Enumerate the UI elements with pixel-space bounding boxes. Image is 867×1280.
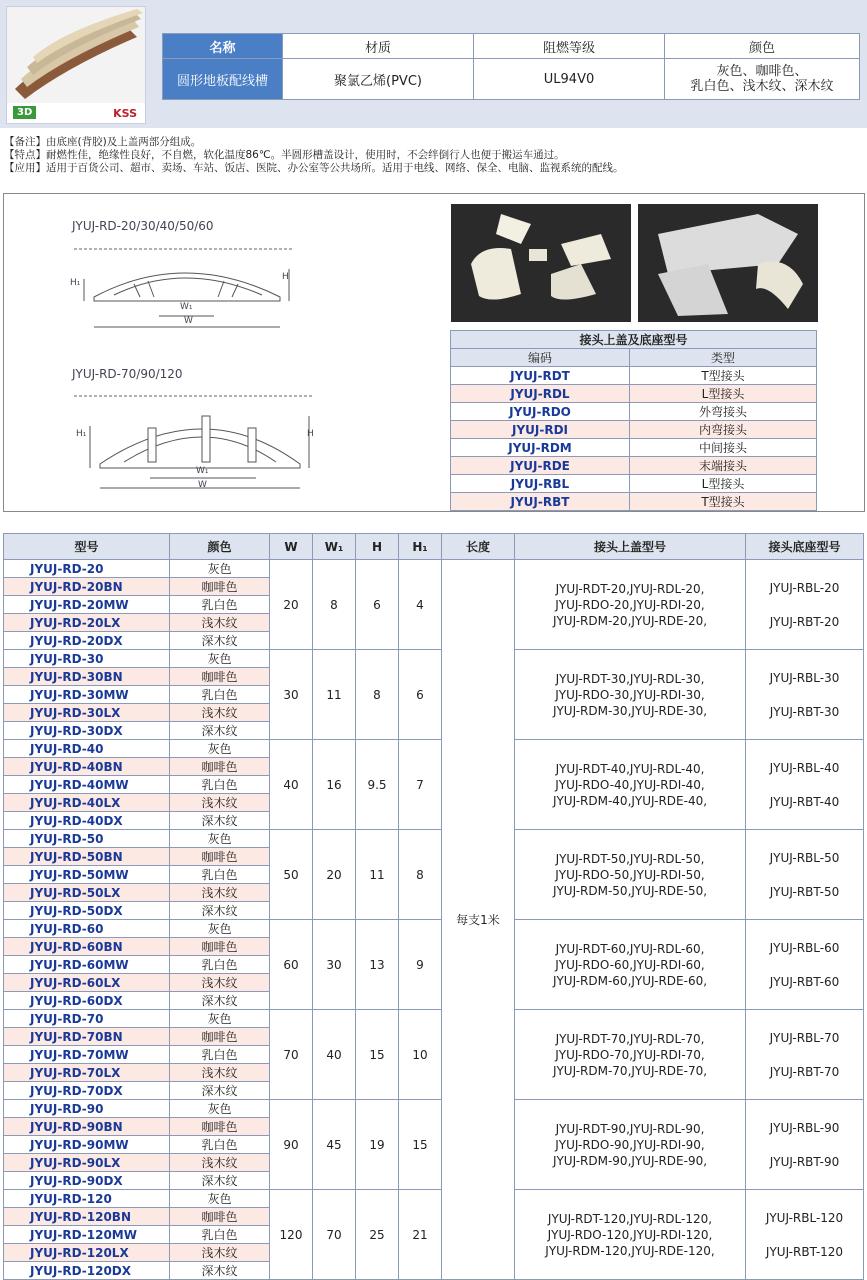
base-model-line: JYUJ-RBT-120 [765, 1244, 844, 1259]
cable-duct-photo-icon [7, 7, 145, 103]
cover-model-line: JYUJ-RDT-70,JYUJ-RDL-70, [555, 1031, 705, 1046]
model-color: 灰色 [170, 1190, 270, 1208]
model-color: 乳白色 [170, 596, 270, 614]
joint-type: L型接头 [630, 475, 817, 493]
joint-assembly-icon [638, 204, 818, 322]
base-models [746, 1190, 864, 1280]
model-code: JYUJ-RD-50 [4, 830, 170, 848]
model-code: JYUJ-RD-120 [4, 1190, 170, 1208]
model-color: 乳白色 [170, 1046, 270, 1064]
model-color: 浅木纹 [170, 614, 270, 632]
model-color: 浅木纹 [170, 704, 270, 722]
model-code: JYUJ-RD-120DX [4, 1262, 170, 1280]
col-color: 颜色 [170, 534, 270, 560]
table-row [4, 1190, 864, 1208]
cover-model-line: JYUJ-RDO-50,JYUJ-RDI-50, [555, 867, 705, 882]
model-color: 咖啡色 [170, 668, 270, 686]
base-model-line: JYUJ-RBT-90 [769, 1154, 840, 1169]
cover-model-line: JYUJ-RDT-30,JYUJ-RDL-30, [555, 671, 705, 686]
cover-model-line: JYUJ-RDM-60,JYUJ-RDE-60, [552, 973, 708, 988]
joint-code: JYUJ-RBL [451, 475, 630, 493]
joint-code: JYUJ-RDM [451, 439, 630, 457]
dim-h: 19 [356, 1100, 399, 1190]
dim-w-large: W [198, 480, 207, 490]
cover-model-line: JYUJ-RDM-20,JYUJ-RDE-20, [552, 613, 708, 628]
model-code: JYUJ-RD-50DX [4, 902, 170, 920]
dim-w1: 20 [313, 830, 356, 920]
model-color: 浅木纹 [170, 1154, 270, 1172]
dim-h1-large: H₁ [76, 429, 87, 439]
base-models [746, 1010, 864, 1100]
cover-models [515, 740, 746, 830]
model-color: 浅木纹 [170, 1064, 270, 1082]
base-model-line: JYUJ-RBT-20 [769, 614, 840, 629]
model-color: 深木纹 [170, 632, 270, 650]
cover-model-line: JYUJ-RDT-50,JYUJ-RDL-50, [555, 851, 705, 866]
model-color: 浅木纹 [170, 794, 270, 812]
base-model-line: JYUJ-RBT-50 [769, 884, 840, 899]
dim-w1: 45 [313, 1100, 356, 1190]
length-value: 每支1米 [442, 560, 515, 1280]
model-code: JYUJ-RD-50MW [4, 866, 170, 884]
dim-w: 30 [270, 650, 313, 740]
col-model: 型号 [4, 534, 170, 560]
dim-h1: 6 [399, 650, 442, 740]
joint-code: JYUJ-RDI [451, 421, 630, 439]
model-color: 灰色 [170, 920, 270, 938]
model-code: JYUJ-RD-40MW [4, 776, 170, 794]
model-code: JYUJ-RD-90DX [4, 1172, 170, 1190]
joint-code: JYUJ-RDE [451, 457, 630, 475]
joint-photo-2 [638, 204, 818, 322]
table-row [4, 920, 864, 938]
cover-models [515, 920, 746, 1010]
cover-models [515, 650, 746, 740]
model-color: 灰色 [170, 830, 270, 848]
spec-header-flame: 阻燃等级 [474, 34, 665, 59]
model-color: 乳白色 [170, 686, 270, 704]
dim-w1: 40 [313, 1010, 356, 1100]
cover-model-line: JYUJ-RDM-90,JYUJ-RDE-90, [552, 1153, 708, 1168]
base-model-line: JYUJ-RBT-30 [769, 704, 840, 719]
cover-model-line: JYUJ-RDM-120,JYUJ-RDE-120, [545, 1243, 715, 1258]
base-models [746, 740, 864, 830]
joint-code: JYUJ-RDO [451, 403, 630, 421]
dim-w1-small: W₁ [180, 302, 193, 312]
joint-code: JYUJ-RBT [451, 493, 630, 511]
cover-model-line: JYUJ-RDO-70,JYUJ-RDI-70, [555, 1047, 705, 1062]
model-code: JYUJ-RD-120BN [4, 1208, 170, 1226]
dim-w: 60 [270, 920, 313, 1010]
model-color: 咖啡色 [170, 848, 270, 866]
model-color: 灰色 [170, 650, 270, 668]
model-color: 乳白色 [170, 1136, 270, 1154]
model-color: 咖啡色 [170, 1118, 270, 1136]
joint-type: 中间接头 [630, 439, 817, 457]
table-row [4, 830, 864, 848]
model-code: JYUJ-RD-90 [4, 1100, 170, 1118]
model-code: JYUJ-RD-60BN [4, 938, 170, 956]
cover-models [515, 830, 746, 920]
model-code: JYUJ-RD-30BN [4, 668, 170, 686]
model-color: 乳白色 [170, 1226, 270, 1244]
base-model-line: JYUJ-RBT-70 [769, 1064, 840, 1079]
dim-w-small: W [184, 316, 193, 326]
dim-w1: 8 [313, 560, 356, 650]
cover-models [515, 560, 746, 650]
cover-model-line: JYUJ-RDO-40,JYUJ-RDI-40, [555, 777, 705, 792]
header-band [0, 0, 867, 128]
brand-label: KSS [113, 107, 137, 120]
col-length: 长度 [442, 534, 515, 560]
model-code: JYUJ-RD-60DX [4, 992, 170, 1010]
model-color: 灰色 [170, 1010, 270, 1028]
col-w1: W₁ [313, 534, 356, 560]
note-feature: 【特点】耐燃性佳，绝缘性良好，不自燃，软化温度86℃。半圆形槽盖设计，使用时，不会绊倒行人也便于搬运车通过。 [4, 149, 565, 161]
model-code: JYUJ-RD-20BN [4, 578, 170, 596]
model-code: JYUJ-RD-90BN [4, 1118, 170, 1136]
cover-model-line: JYUJ-RDT-90,JYUJ-RDL-90, [555, 1121, 705, 1136]
table-row [4, 650, 864, 668]
model-color: 浅木纹 [170, 974, 270, 992]
joint-code: JYUJ-RDL [451, 385, 630, 403]
model-code: JYUJ-RD-90LX [4, 1154, 170, 1172]
spec-header-name: 名称 [163, 34, 283, 59]
cover-model-line: JYUJ-RDT-20,JYUJ-RDL-20, [555, 581, 705, 596]
notes [4, 136, 624, 175]
table-row [4, 560, 864, 578]
model-table [3, 533, 864, 1280]
joint-table-title: 接头上盖及底座型号 [451, 331, 817, 349]
col-base-model: 接头底座型号 [746, 534, 864, 560]
model-code: JYUJ-RD-20 [4, 560, 170, 578]
model-color: 深木纹 [170, 812, 270, 830]
dim-h: 8 [356, 650, 399, 740]
joint-type: T型接头 [630, 367, 817, 385]
model-code: JYUJ-RD-70BN [4, 1028, 170, 1046]
table-row [4, 740, 864, 758]
cover-model-line: JYUJ-RDT-60,JYUJ-RDL-60, [555, 941, 705, 956]
model-color: 灰色 [170, 560, 270, 578]
col-h1: H₁ [399, 534, 442, 560]
dim-h-large: H [307, 429, 314, 439]
model-color: 浅木纹 [170, 1244, 270, 1262]
model-code: JYUJ-RD-120MW [4, 1226, 170, 1244]
table-row [4, 1100, 864, 1118]
model-color: 深木纹 [170, 1082, 270, 1100]
model-code: JYUJ-RD-60MW [4, 956, 170, 974]
cover-model-line: JYUJ-RDO-30,JYUJ-RDI-30, [555, 687, 705, 702]
cover-models [515, 1100, 746, 1190]
diagram-label-small: JYUJ-RD-20/30/40/50/60 [72, 219, 214, 233]
model-code: JYUJ-RD-60LX [4, 974, 170, 992]
table-row [4, 1010, 864, 1028]
dim-w1-large: W₁ [196, 466, 209, 476]
model-code: JYUJ-RD-70LX [4, 1064, 170, 1082]
cover-model-line: JYUJ-RDO-20,JYUJ-RDI-20, [555, 597, 705, 612]
base-model-line: JYUJ-RBT-60 [769, 974, 840, 989]
model-color: 咖啡色 [170, 1208, 270, 1226]
dim-h1-small: H₁ [70, 278, 81, 288]
base-model-line: JYUJ-RBL-120 [765, 1210, 844, 1225]
base-model-line: JYUJ-RBL-60 [769, 940, 840, 955]
dim-h1: 9 [399, 920, 442, 1010]
model-color: 深木纹 [170, 902, 270, 920]
dim-h1: 4 [399, 560, 442, 650]
base-models [746, 920, 864, 1010]
model-color: 浅木纹 [170, 884, 270, 902]
dim-w: 120 [270, 1190, 313, 1280]
model-color: 咖啡色 [170, 758, 270, 776]
model-code: JYUJ-RD-50LX [4, 884, 170, 902]
model-color: 咖啡色 [170, 938, 270, 956]
cross-section-large-icon [64, 386, 324, 496]
model-code: JYUJ-RD-30DX [4, 722, 170, 740]
dim-h1: 21 [399, 1190, 442, 1280]
base-models [746, 1100, 864, 1190]
model-code: JYUJ-RD-40BN [4, 758, 170, 776]
dim-w: 90 [270, 1100, 313, 1190]
model-code: JYUJ-RD-30 [4, 650, 170, 668]
model-code: JYUJ-RD-20DX [4, 632, 170, 650]
base-models [746, 560, 864, 650]
cover-models [515, 1010, 746, 1100]
joint-photo-1 [451, 204, 631, 322]
dim-h1: 7 [399, 740, 442, 830]
spec-value-flame: UL94V0 [474, 59, 665, 100]
spec-value-material: 聚氯乙烯(PVC) [283, 59, 474, 100]
joint-type: L型接头 [630, 385, 817, 403]
cover-model-line: JYUJ-RDT-120,JYUJ-RDL-120, [547, 1211, 713, 1226]
badge-3d: 3D [13, 106, 36, 119]
base-model-line: JYUJ-RBL-30 [769, 670, 840, 685]
cover-model-line: JYUJ-RDM-70,JYUJ-RDE-70, [552, 1063, 708, 1078]
model-color: 深木纹 [170, 1262, 270, 1280]
col-w: W [270, 534, 313, 560]
spec-value-name: 圆形地板配线槽 [163, 59, 283, 100]
dim-h: 13 [356, 920, 399, 1010]
joint-type: 外弯接头 [630, 403, 817, 421]
cover-model-line: JYUJ-RDM-50,JYUJ-RDE-50, [552, 883, 708, 898]
dim-h: 25 [356, 1190, 399, 1280]
base-model-line: JYUJ-RBL-90 [769, 1120, 840, 1135]
model-code: JYUJ-RD-30MW [4, 686, 170, 704]
model-code: JYUJ-RD-90MW [4, 1136, 170, 1154]
dim-w: 40 [270, 740, 313, 830]
base-model-line: JYUJ-RBL-40 [769, 760, 840, 775]
joint-col-code: 编码 [451, 349, 630, 367]
joint-code: JYUJ-RDT [451, 367, 630, 385]
dim-w1: 11 [313, 650, 356, 740]
dim-h: 6 [356, 560, 399, 650]
model-color: 灰色 [170, 740, 270, 758]
model-color: 灰色 [170, 1100, 270, 1118]
dim-w1: 70 [313, 1190, 356, 1280]
cover-model-line: JYUJ-RDO-60,JYUJ-RDI-60, [555, 957, 705, 972]
joint-parts-icon [451, 204, 631, 322]
model-code: JYUJ-RD-20MW [4, 596, 170, 614]
dim-h: 15 [356, 1010, 399, 1100]
model-color: 乳白色 [170, 956, 270, 974]
note-remark: 【备注】由底座(背胶)及上盖两部分组成。 [4, 136, 202, 148]
cover-model-line: JYUJ-RDO-90,JYUJ-RDI-90, [555, 1137, 705, 1152]
model-color: 深木纹 [170, 1172, 270, 1190]
model-color: 咖啡色 [170, 1028, 270, 1046]
joint-type: T型接头 [630, 493, 817, 511]
model-code: JYUJ-RD-70MW [4, 1046, 170, 1064]
model-code: JYUJ-RD-30LX [4, 704, 170, 722]
model-color: 深木纹 [170, 992, 270, 1010]
dim-h1: 10 [399, 1010, 442, 1100]
spec-value-color: 灰色、咖啡色、 乳白色、浅木纹、深木纹 [665, 59, 860, 100]
dim-h1: 8 [399, 830, 442, 920]
base-model-line: JYUJ-RBL-70 [769, 1030, 840, 1045]
dim-h1: 15 [399, 1100, 442, 1190]
col-h: H [356, 534, 399, 560]
model-code: JYUJ-RD-120LX [4, 1244, 170, 1262]
joint-col-type: 类型 [630, 349, 817, 367]
col-cover-model: 接头上盖型号 [515, 534, 746, 560]
dim-w1: 30 [313, 920, 356, 1010]
dim-h: 11 [356, 830, 399, 920]
model-color: 深木纹 [170, 722, 270, 740]
model-code: JYUJ-RD-20LX [4, 614, 170, 632]
model-color: 咖啡色 [170, 578, 270, 596]
product-photo [6, 6, 146, 124]
model-code: JYUJ-RD-60 [4, 920, 170, 938]
dim-w1: 16 [313, 740, 356, 830]
model-color: 乳白色 [170, 866, 270, 884]
model-color: 乳白色 [170, 776, 270, 794]
joint-type: 内弯接头 [630, 421, 817, 439]
base-model-line: JYUJ-RBL-20 [769, 580, 840, 595]
dim-w: 50 [270, 830, 313, 920]
dim-h: 9.5 [356, 740, 399, 830]
base-models [746, 650, 864, 740]
spec-table [162, 33, 860, 100]
dim-w: 70 [270, 1010, 313, 1100]
base-model-line: JYUJ-RBL-50 [769, 850, 840, 865]
joint-table [450, 330, 817, 511]
note-application: 【应用】适用于百货公司、超市、卖场、车站、饭店、医院、办公室等公共场所。适用于电线、网络、保全、电脑、监视系统的配线。 [4, 162, 624, 174]
base-models [746, 830, 864, 920]
spec-header-material: 材质 [283, 34, 474, 59]
spec-header-color: 颜色 [665, 34, 860, 59]
joint-type: 末端接头 [630, 457, 817, 475]
cover-model-line: JYUJ-RDT-40,JYUJ-RDL-40, [555, 761, 705, 776]
model-code: JYUJ-RD-50BN [4, 848, 170, 866]
model-code: JYUJ-RD-40LX [4, 794, 170, 812]
model-code: JYUJ-RD-70DX [4, 1082, 170, 1100]
cover-models [515, 1190, 746, 1280]
cover-model-line: JYUJ-RDO-120,JYUJ-RDI-120, [547, 1227, 713, 1242]
dim-h-small: H [282, 272, 289, 282]
model-code: JYUJ-RD-40 [4, 740, 170, 758]
model-code: JYUJ-RD-70 [4, 1010, 170, 1028]
dim-w: 20 [270, 560, 313, 650]
base-model-line: JYUJ-RBT-40 [769, 794, 840, 809]
cover-model-line: JYUJ-RDM-30,JYUJ-RDE-30, [552, 703, 708, 718]
cover-model-line: JYUJ-RDM-40,JYUJ-RDE-40, [552, 793, 708, 808]
model-code: JYUJ-RD-40DX [4, 812, 170, 830]
diagram-label-large: JYUJ-RD-70/90/120 [72, 367, 183, 381]
